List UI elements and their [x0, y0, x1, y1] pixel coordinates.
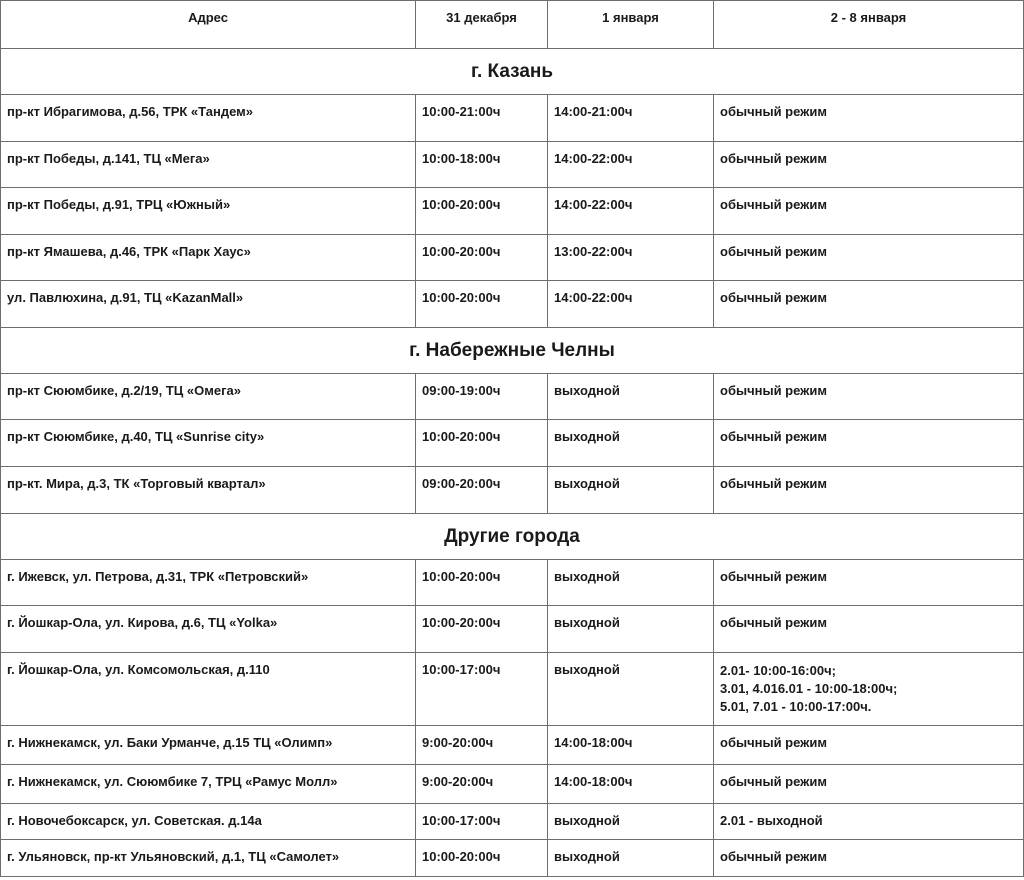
city-title: г. Казань [1, 49, 1024, 95]
table-row [1, 420, 1024, 467]
jan2-8-cell: обычный режим [714, 467, 1024, 514]
address-cell: пр-кт Победы, д.91, ТРЦ «Южный» [1, 188, 416, 235]
jan2-8-cell: обычный режим [714, 420, 1024, 467]
table-row [1, 374, 1024, 420]
dec31-cell: 10:00-20:00ч [416, 281, 548, 328]
address-cell: г. Йошкар-Ола, ул. Кирова, д.6, ТЦ «Yolka» [1, 606, 416, 653]
jan2-8-cell: обычный режим [714, 142, 1024, 188]
address-cell: пр-кт Ибрагимова, д.56, ТРК «Тандем» [1, 95, 416, 142]
city-row [1, 328, 1024, 374]
jan1-cell: 14:00-22:00ч [548, 142, 714, 188]
jan1-cell: выходной [548, 606, 714, 653]
table-row [1, 840, 1024, 877]
dec31-cell: 09:00-19:00ч [416, 374, 548, 420]
jan2-8-cell: обычный режим [714, 281, 1024, 328]
jan1-cell: 14:00-18:00ч [548, 765, 714, 804]
jan1-cell: выходной [548, 840, 714, 877]
city-row [1, 514, 1024, 560]
jan1-cell: выходной [548, 420, 714, 467]
jan1-cell: выходной [548, 374, 714, 420]
header-address: Адрес [1, 1, 416, 49]
jan2-8-cell: обычный режим [714, 765, 1024, 804]
dec31-cell: 10:00-17:00ч [416, 804, 548, 840]
address-cell: г. Йошкар-Ола, ул. Комсомольская, д.110 [1, 653, 416, 726]
table-row [1, 95, 1024, 142]
table-row [1, 606, 1024, 653]
jan1-cell: 14:00-22:00ч [548, 281, 714, 328]
dec31-cell: 9:00-20:00ч [416, 765, 548, 804]
table-row [1, 467, 1024, 514]
dec31-cell: 10:00-21:00ч [416, 95, 548, 142]
jan2-8-cell: обычный режим [714, 840, 1024, 877]
table-row [1, 188, 1024, 235]
jan1-cell: выходной [548, 653, 714, 726]
jan1-cell: 14:00-21:00ч [548, 95, 714, 142]
dec31-cell: 10:00-18:00ч [416, 142, 548, 188]
header-row [1, 1, 1024, 49]
city-title: Другие города [1, 514, 1024, 560]
jan2-8-cell: обычный режим [714, 374, 1024, 420]
dec31-cell: 10:00-17:00ч [416, 653, 548, 726]
jan2-8-cell: обычный режим [714, 560, 1024, 606]
address-cell: ул. Павлюхина, д.91, ТЦ «KazanMall» [1, 281, 416, 328]
address-cell: г. Ульяновск, пр-кт Ульяновский, д.1, ТЦ «Самолет» [1, 840, 416, 877]
jan1-cell: 14:00-18:00ч [548, 726, 714, 765]
dec31-cell: 10:00-20:00ч [416, 420, 548, 467]
dec31-cell: 09:00-20:00ч [416, 467, 548, 514]
table-row [1, 726, 1024, 765]
table-row [1, 653, 1024, 726]
address-cell: пр-кт Сююмбике, д.40, ТЦ «Sunrise city» [1, 420, 416, 467]
jan2-8-cell: 2.01 - выходной [714, 804, 1024, 840]
address-cell: г. Нижнекамск, ул. Баки Урманче, д.15 ТЦ «Олимп» [1, 726, 416, 765]
table-row [1, 235, 1024, 281]
table-row [1, 281, 1024, 328]
address-cell: г. Нижнекамск, ул. Сююмбике 7, ТРЦ «Рамус Молл» [1, 765, 416, 804]
jan2-8-cell: 2.01- 10:00-16:00ч; 3.01, 4.016.01 - 10:00-18:00ч; 5.01, 7.01 - 10:00-17:00ч. [714, 653, 1024, 726]
jan1-cell: 13:00-22:00ч [548, 235, 714, 281]
header-dec31: 31 декабря [416, 1, 548, 49]
dec31-cell: 10:00-20:00ч [416, 560, 548, 606]
jan1-cell: 14:00-22:00ч [548, 188, 714, 235]
dec31-cell: 10:00-20:00ч [416, 840, 548, 877]
table-row [1, 804, 1024, 840]
city-row [1, 49, 1024, 95]
jan1-cell: выходной [548, 804, 714, 840]
table-row [1, 765, 1024, 804]
header-jan1: 1 января [548, 1, 714, 49]
dec31-cell: 9:00-20:00ч [416, 726, 548, 765]
city-title: г. Набережные Челны [1, 328, 1024, 374]
jan2-8-cell: обычный режим [714, 235, 1024, 281]
address-cell: пр-кт Ямашева, д.46, ТРК «Парк Хаус» [1, 235, 416, 281]
dec31-cell: 10:00-20:00ч [416, 188, 548, 235]
table-row [1, 142, 1024, 188]
address-cell: г. Новочебоксарск, ул. Советская. д.14а [1, 804, 416, 840]
table-row [1, 560, 1024, 606]
jan1-cell: выходной [548, 560, 714, 606]
address-cell: г. Ижевск, ул. Петрова, д.31, ТРК «Петровский» [1, 560, 416, 606]
schedule-body [1, 49, 1024, 877]
jan2-8-cell: обычный режим [714, 606, 1024, 653]
jan2-8-cell: обычный режим [714, 95, 1024, 142]
header-jan2-8: 2 - 8 января [714, 1, 1024, 49]
dec31-cell: 10:00-20:00ч [416, 235, 548, 281]
jan1-cell: выходной [548, 467, 714, 514]
jan2-8-cell: обычный режим [714, 726, 1024, 765]
dec31-cell: 10:00-20:00ч [416, 606, 548, 653]
address-cell: пр-кт Сююмбике, д.2/19, ТЦ «Омега» [1, 374, 416, 420]
address-cell: пр-кт. Мира, д.3, ТК «Торговый квартал» [1, 467, 416, 514]
jan2-8-cell: обычный режим [714, 188, 1024, 235]
address-cell: пр-кт Победы, д.141, ТЦ «Мега» [1, 142, 416, 188]
